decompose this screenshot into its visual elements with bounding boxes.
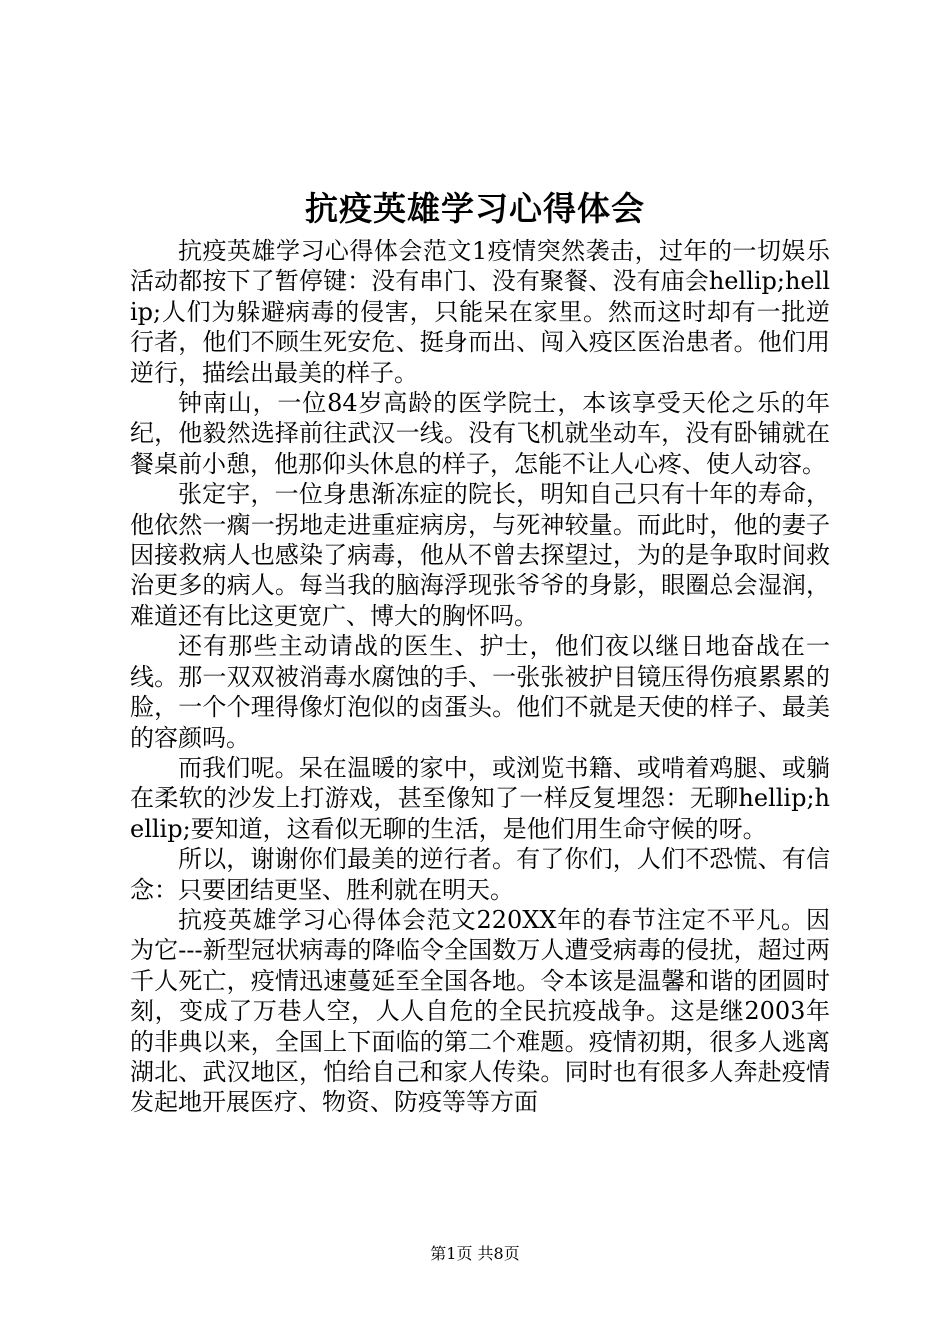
paragraph-2: 钟南山，一位84岁高龄的医学院士，本该享受天伦之乐的年纪，他毅然选择前往武汉一线。没有飞机就坐动车，没有卧铺就在餐桌前小憩，他那仰头休息的样子，怎能不让人心疼、使人动容。 xyxy=(130,389,830,478)
paragraph-5: 而我们呢。呆在温暖的家中，或浏览书籍、或啃着鸡腿、或躺在柔软的沙发上打游戏，甚至像知了一样反复埋怨：无聊hellip;hellip;要知道，这看似无聊的生活，是他们用生命守候的呀。 xyxy=(130,753,830,843)
document-title: 抗疫英雄学习心得体会 xyxy=(305,189,645,228)
page-number-footer: 第1页 共8页 xyxy=(430,1244,520,1263)
paragraph-6: 所以，谢谢你们最美的逆行者。有了你们，人们不恐慌、有信念：只要团结更坚、胜利就在明天。 xyxy=(130,845,830,904)
paragraph-4: 还有那些主动请战的医生、护士，他们夜以继日地奋战在一线。那一双双被消毒水腐蚀的手、一张张被护目镜压得伤痕累累的脸，一个个理得像灯泡似的卤蛋头。他们不就是天使的样子、最美的容颜吗。 xyxy=(130,632,830,752)
paragraph-1: 抗疫英雄学习心得体会范文1疫情突然袭击，过年的一切娱乐活动都按下了暂停键：没有串门、没有聚餐、没有庙会hellip;hellip;人们为躲避病毒的侵害，只能呆在家里。然而这时却有一批逆行者，他们不顾生死安危、挺身而出、闯入疫区医治患者。他们用逆行，描绘出最美的样子。 xyxy=(130,237,830,387)
paragraph-3: 张定宇，一位身患渐冻症的院长，明知自己只有十年的寿命，他依然一瘸一拐地走进重症病房，与死神较量。而此时，他的妻子因接救病人也感染了病毒，他从不曾去探望过，为的是争取时间救治更多的病人。每当我的脑海浮现张爷爷的身影，眼圈总会湿润，难道还有比这更宽广、博大的胸怀吗。 xyxy=(130,480,830,630)
document-body xyxy=(130,236,830,1118)
paragraph-7: 抗疫英雄学习心得体会范文220XX年的春节注定不平凡。因为它---新型冠状病毒的降临令全国数万人遭受病毒的侵扰，超过两千人死亡，疫情迅速蔓延至全国各地。令本该是温馨和谐的团圆时刻，变成了万巷人空，人人自危的全民抗疫战争。这是继2003年的非典以来，全国上下面临的第二个难题。疫情初期，很多人逃离湖北、武汉地区，怕给自己和家人传染。同时也有很多人奔赴疫情发起地开展医疗、物资、防疫等等方面 xyxy=(130,905,830,1117)
